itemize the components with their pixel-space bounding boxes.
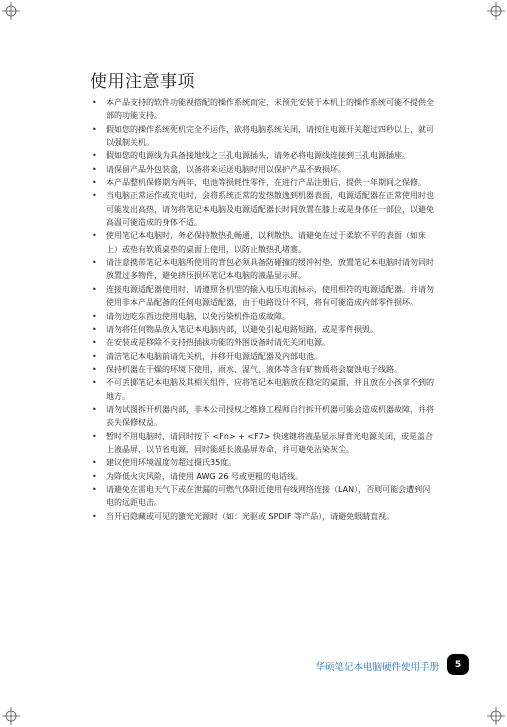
list-item: [90, 96, 435, 123]
list-item: [90, 483, 435, 510]
bullet: •: [92, 98, 97, 107]
note-text: 当开启隐藏或可见的激光光源时（如：光驱或 SPDIF 等产品），请避免眼睛直视。: [106, 511, 395, 521]
list-item: [90, 176, 435, 189]
list-item: [90, 256, 435, 283]
bullet: •: [92, 511, 97, 521]
bullet: •: [92, 351, 97, 361]
bullet: •: [92, 191, 97, 201]
list-item: [90, 310, 435, 323]
page-number-badge: 5: [447, 654, 469, 675]
bullet: •: [92, 164, 97, 174]
note-text: 请勿试图拆开机器内部，非本公司授权之维修工程师自行拆开机器可能会造成机器故障，并将丧失保修权益。: [106, 404, 434, 428]
note-text: 使用笔记本电脑时，务必保持散热孔畅通，以利散热。请避免在过于柔软不平的表面（如床上）或垫有软质桌垫的桌面上使用，以防止散热孔堵塞。: [106, 231, 426, 254]
note-text: 为降低火灾风险，请使用 AWG 26 号或更粗的电话线。: [106, 471, 303, 481]
bullet: •: [92, 338, 97, 348]
bullet: •: [92, 178, 97, 188]
note-text: 请勿边吃东西边使用电脑，以免污染机件造成故障。: [106, 311, 290, 321]
list-item: [90, 189, 435, 229]
bullet: •: [92, 471, 97, 481]
bullet: •: [92, 151, 97, 161]
footer-manual-title: 华硕笔记本电脑硬件使用手册: [315, 662, 439, 673]
list-item: [90, 456, 435, 469]
note-text: 连接电源适配器使用时，请遵照各机型的输入电压电流标示，使用相符的电源适配器。并请勿使用非本产品配备的任何电源适配器，由于电路设计不同，将有可能造成内部零件损坏。: [106, 284, 434, 308]
list-item: [90, 470, 435, 483]
note-text: 不可丢掷笔记本电脑及其相关组件，应将笔记本电脑放在稳定的桌面，并且放在小孩拿不到的地方。: [106, 378, 434, 401]
registration-mark-icon: [487, 707, 505, 725]
bullet: •: [92, 311, 97, 321]
bullet: •: [92, 404, 97, 414]
note-text: 本产品支持的软件功能视搭配的操作系统而定，未预先安装于本机上的操作系统可能不提供全部的功能支持。: [106, 98, 434, 121]
bullet: •: [92, 284, 97, 294]
list-item: [90, 376, 435, 403]
note-text: 保持机器在干燥的环境下使用，雨水、湿气、液体等含有矿物质将会腐蚀电子线路。: [106, 364, 402, 374]
bullet: •: [92, 431, 97, 441]
list-item: [90, 229, 435, 256]
list-item: [90, 350, 435, 363]
list-item: [90, 149, 435, 162]
note-text: 请注意携带笔记本电脑所使用的背包必须具备防碰撞的缓冲衬垫，放置笔记本电脑时请勿同时放置过多物件，避免挤压损坏笔记本电脑的液晶显示屏。: [106, 258, 434, 281]
registration-mark-icon: [487, 2, 505, 20]
bullet: •: [92, 324, 97, 334]
note-text: 假如您的操作系统死机完全不运作，欲将电脑系统关闭，请按住电源开关超过四秒以上，就可以强制关机。: [106, 124, 434, 148]
bullet: •: [92, 364, 97, 374]
bullet: •: [92, 231, 97, 241]
note-text: 本产品整机保修期为两年，电池等损耗性零件，在进行产品注册后，提供一年期间之保修。: [106, 178, 426, 188]
bullet: •: [92, 258, 97, 268]
list-item: [90, 336, 435, 349]
note-text: 清洁笔记本电脑前请先关机，并移开电源适配器及内部电池。: [106, 351, 322, 361]
note-text: 暂时不用电脑时，请同时按下 <Fn> + <F7> 快速键将液晶显示屏背光电源关闭，或是盖合上液晶屏，以节省电源，同时能延长液晶屏寿命，并可避免沾染灰尘。: [106, 431, 434, 454]
bullet: •: [92, 484, 97, 494]
note-text: 请避免在雷电天气下或在泄漏的可燃气体附近使用有线网络连接（LAN），否则可能会遭到闪电的远距电击。: [106, 484, 431, 508]
safety-notes-list: [90, 96, 435, 523]
note-text: 假如您的电源线为具备接地线之三孔电源插头，请务必将电源线连接到三孔电源插座。: [106, 151, 410, 161]
list-item: [90, 163, 435, 176]
registration-mark-icon: [2, 707, 20, 725]
bullet: •: [92, 378, 97, 388]
list-item: [90, 403, 435, 430]
bullet: •: [92, 124, 97, 134]
note-text: 建议使用环境温度勿超过摄氏35度。: [106, 458, 237, 468]
note-text: 在安装或是移除不支持热插拔功能的外围设备时请先关闭电源。: [106, 338, 330, 348]
note-text: 请保留产品外包装盒，以备将来运送电脑时用以保护产品不致损坏。: [106, 164, 346, 174]
registration-mark-icon: [2, 2, 20, 20]
list-item: [90, 510, 435, 523]
list-item: [90, 323, 435, 336]
list-item: [90, 430, 435, 457]
note-text: 当电脑正常运作或充电时，会将系统正常的发热散逸到机器表面，电源适配器在正常使用时也可能发出高热，请勿将笔记本电脑及电源适配器长时间放置在膝上或是身体任一部位，以避免高温可能造成的身体不适。: [106, 191, 434, 228]
list-item: [90, 283, 435, 310]
note-text: 请勿将任何物品放入笔记本电脑内部，以避免引起电路短路，或是零件损毁。: [106, 324, 378, 334]
list-item: [90, 123, 435, 150]
page-title: 使用注意事项: [90, 72, 195, 92]
list-item: [90, 363, 435, 376]
bullet: •: [92, 458, 97, 468]
